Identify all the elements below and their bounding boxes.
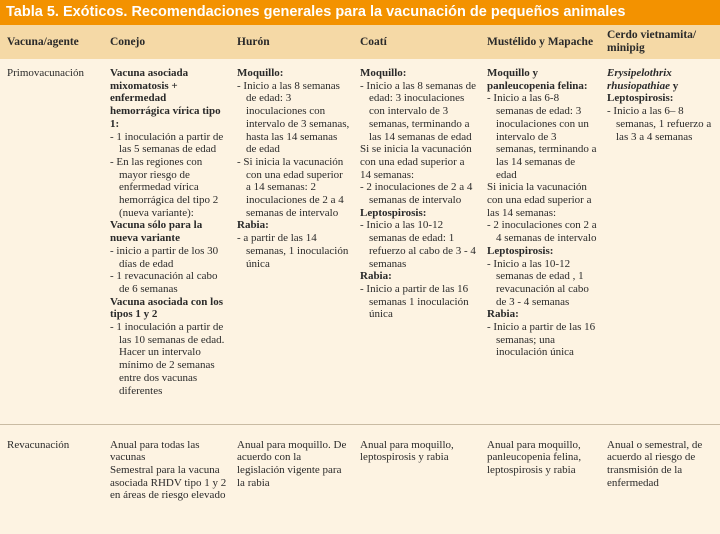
cell-text: Si inicia la vacunación con una edad superior a las 14 semanas: — [487, 181, 592, 219]
cell-heading: Moquillo: — [237, 67, 284, 79]
vaccination-table — [0, 25, 720, 502]
cell-text: Si se inicia la vacunación con una edad superior a 14 semanas: — [360, 143, 472, 181]
cell-item: - Inicio a las 10-12 semanas de edad: 1 refuerzo al cabo de 3 - 4 semanas — [360, 219, 476, 270]
cell-item: - 1 inoculación a partir de las 10 semanas de edad. Hacer un intervalo mínimo de 2 semanas entre dos vacunas diferentes — [110, 321, 225, 397]
cell-item: - 1 inoculación a partir de las 5 semanas de edad — [110, 130, 224, 156]
cell-heading: Rabia: — [487, 308, 519, 321]
cell-item: - En las regiones con mayor riesgo de enfermedad vírica hemorrágica del tipo 2 (nueva variante): — [110, 155, 219, 219]
table-cell — [103, 59, 230, 424]
cell-text: Anual para moquillo, leptospirosis y rabia — [360, 438, 454, 464]
cell-item: - Inicio a las 8 semanas de edad: 3 inoculaciones con intervalo de 3 semanas, terminando a las 14 semanas de edad — [360, 79, 477, 143]
cell-heading: Erysipelothrix rhusiopathiae y Leptospirosis: — [607, 67, 679, 105]
cell-heading: Moquillo: — [360, 67, 407, 79]
table-cell — [103, 424, 230, 502]
cell-heading: Vacuna asociada con los tipos 1 y 2 — [110, 295, 223, 321]
table-cell — [600, 59, 720, 424]
cell-item: - Inicio a las 8 semanas de edad: 3 inoculaciones con intervalo de 3 semanas, hasta las 14 semanas de edad — [237, 79, 350, 156]
cell-heading: Vacuna asociada mixomatosis + enfermedad hemorrágica vírica tipo 1: — [110, 67, 221, 130]
cell-text: Anual para todas las vacunas — [110, 438, 200, 464]
table-cell — [353, 59, 480, 424]
header-row — [0, 25, 720, 59]
cell-item: - Inicio a partir de las 16 semanas; una inoculación única — [487, 321, 596, 359]
row-label: Primovacunación — [7, 67, 84, 79]
cell-item: - a partir de las 14 semanas, 1 inoculación única — [237, 232, 349, 270]
header-cell: Hurón — [230, 25, 353, 59]
table-cell — [600, 424, 720, 502]
header-cell: Vacuna/agente — [0, 25, 103, 59]
cell-item: - inicio a partir de los 30 días de edad — [110, 244, 219, 270]
cell-heading: Vacuna sólo para la nueva variante — [110, 219, 203, 245]
cell-heading: Moquillo y panleucopenia felina: — [487, 67, 588, 92]
table-row — [0, 59, 720, 424]
cell-item: - Inicio a las 6– 8 semanas, 1 refuerzo a las 3 a 4 semanas — [607, 105, 712, 143]
table-cell — [230, 59, 353, 424]
cell-text: Semestral para la vacuna asociada RHDV tipo 1 y 2 en áreas de riesgo elevado — [110, 463, 227, 502]
header-cell: Coatí — [353, 25, 480, 59]
cell-item: - 1 revacunación al cabo de 6 semanas — [110, 270, 218, 295]
cell-item: - Inicio a las 6-8 semanas de edad: 3 inoculaciones con un intervalo de 3 semanas, terminando a las 14 semanas de edad — [487, 92, 597, 181]
table-cell — [480, 59, 600, 424]
cell-item: - Inicio a las 10-12 semanas de edad , 1 revacunación al cabo de 3 - 4 semanas — [487, 257, 589, 308]
table-row — [0, 424, 720, 502]
cell-heading: Rabia: — [360, 270, 392, 283]
header-cell: Conejo — [103, 25, 230, 59]
cell-item: - Inicio a partir de las 16 semanas 1 inoculación única — [360, 282, 469, 321]
cell-item: - 2 inoculaciones con 2 a 4 semanas de intervalo — [487, 219, 597, 245]
cell-heading: Leptospirosis: — [360, 206, 427, 219]
table-cell — [353, 424, 480, 502]
table-cell — [480, 424, 600, 502]
cell-heading: Leptospirosis: — [487, 244, 554, 257]
cell-text: Anual para moquillo, panleucopenia felina, leptospirosis y rabia — [487, 438, 582, 476]
cell-heading: Rabia: — [237, 219, 269, 232]
table-cell — [230, 424, 353, 502]
header-cell: Cerdo vietnamita/ minipig — [600, 25, 720, 59]
header-cell: Mustélido y Mapache — [480, 25, 600, 59]
cell-item: - 2 inoculaciones de 2 a 4 semanas de intervalo — [360, 181, 473, 207]
cell-text: Anual para moquillo. De acuerdo con la legislación vigente para la rabia — [237, 438, 347, 489]
species-name: Erysipelothrix rhusiopathiae — [607, 67, 672, 92]
row-label: Revacunación — [0, 424, 103, 502]
table-title: Tabla 5. Exóticos. Recomendaciones generales para la vacunación de pequeños animales — [0, 0, 720, 25]
cell-item: - Si inicia la vacunación con una edad superior a 14 semanas: 2 inoculaciones de 2 a 4 semanas de intervalo — [237, 155, 344, 219]
cell-text: Anual o semestral, de acuerdo al riesgo de transmisión de la enfermedad — [607, 438, 703, 489]
